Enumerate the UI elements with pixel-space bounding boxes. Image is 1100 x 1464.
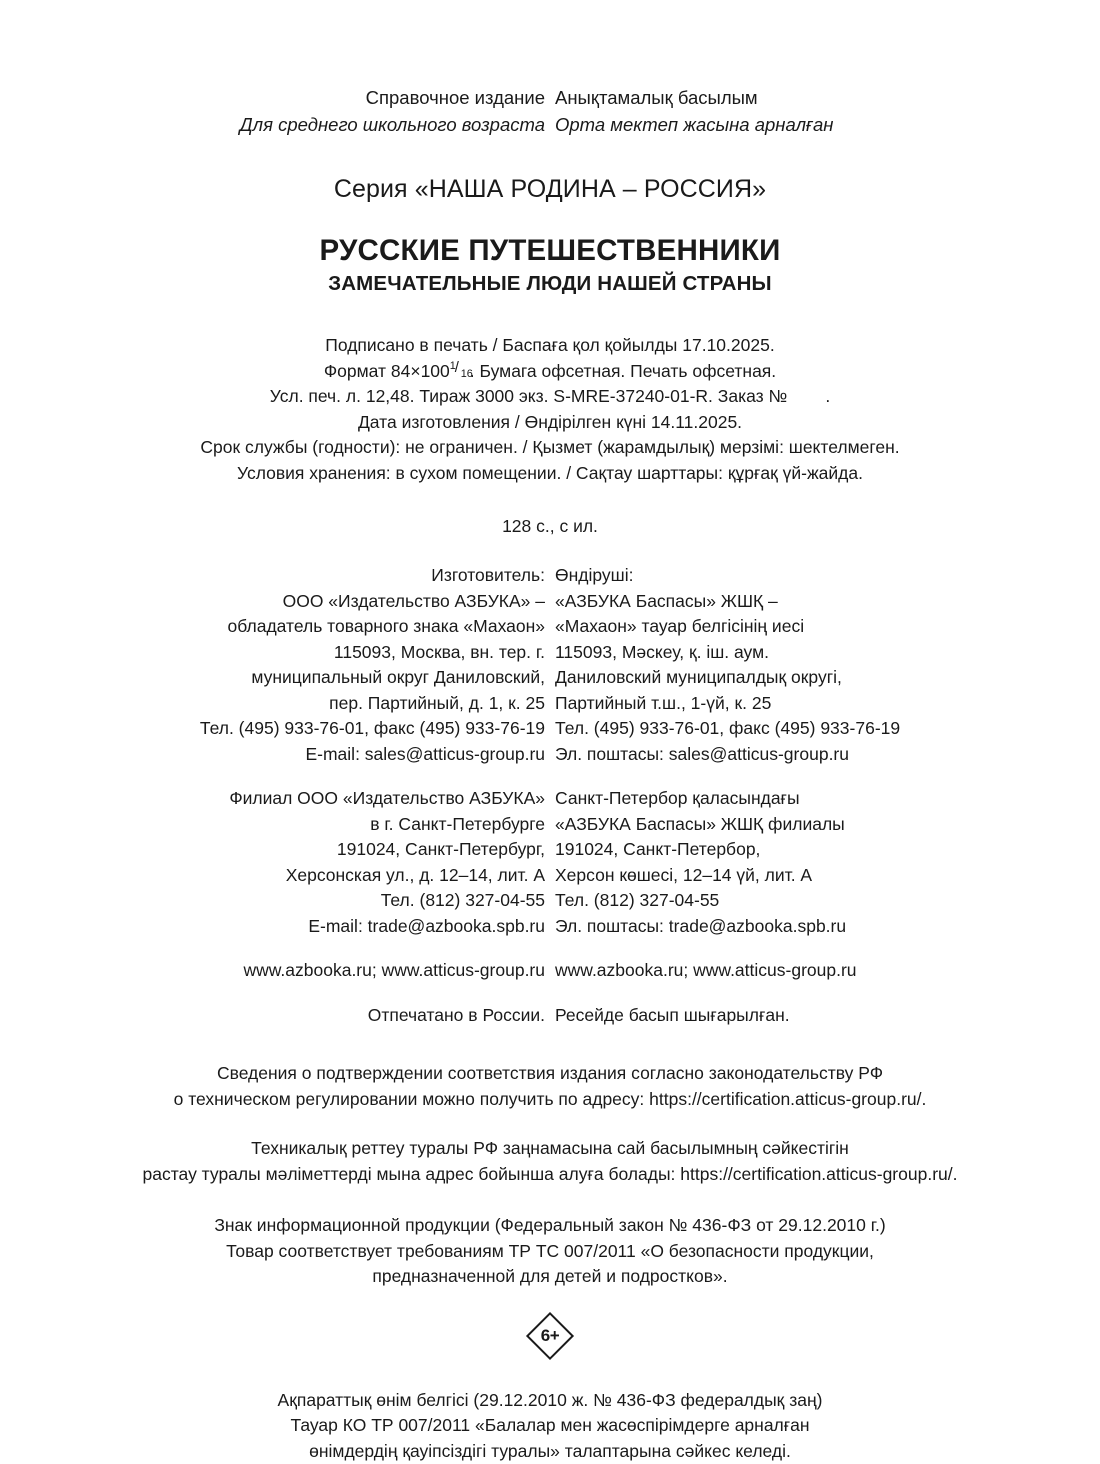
format-fraction — [450, 359, 470, 377]
publisher-details — [0, 563, 1100, 1028]
website-link-ru[interactable]: www.azbooka.ru; www.atticus-group.ru — [160, 958, 545, 984]
age-marking-ru-line1: Знак информационной продукции (Федеральный закон № 436-ФЗ от 29.12.2010 г.) — [0, 1213, 1100, 1239]
manufacturer-kz-2: «Махаон» тауар белгісінің иесі — [555, 614, 940, 640]
branch-kz-3: Херсон көшесі, 12–14 үй, лит. А — [555, 863, 940, 889]
printed-in-block — [0, 1003, 1100, 1029]
manufacturer-phone-ru: Тел. (495) 933-76-01, факс (495) 933-76-19 — [160, 716, 545, 742]
branch-ru-3: Херсонская ул., д. 12–14, лит. А — [160, 863, 545, 889]
format-suffix: . Бумага офсетная. Печать офсетная. — [470, 361, 776, 381]
age-audience-ru: Для среднего школьного возраста — [160, 111, 545, 138]
branch-ru-1: в г. Санкт-Петербурге — [160, 812, 545, 838]
series-title: Серия «НАША РОДИНА – РОССИЯ» — [0, 173, 1100, 205]
age-marking-kz-line3: өнімдердің қауіпсіздігі туралы» талаптарына сәйкес келеді. — [0, 1439, 1100, 1464]
printed-in-kz: Ресейде басып шығарылған. — [555, 1003, 940, 1029]
branch-phone-ru: Тел. (812) 327-04-55 — [160, 888, 545, 914]
imprint-manufacture-date: Дата изготовления / Өндірілген күні 14.11.2025. — [0, 410, 1100, 436]
manufacturer-phone-kz: Тел. (495) 933-76-01, факс (495) 933-76-19 — [555, 716, 940, 742]
format-prefix: Формат 84×100 — [324, 361, 450, 381]
book-title: РУССКИЕ ПУТЕШЕСТВЕННИКИ — [0, 233, 1100, 269]
branch-phone-kz: Тел. (812) 327-04-55 — [555, 888, 940, 914]
age-marking-ru-line2: Товар соответствует требованиям ТР ТС 007/2011 «О безопасности продукции, — [0, 1239, 1100, 1265]
manufacturer-block — [0, 563, 1100, 767]
certification-notice-ru — [0, 1061, 1100, 1112]
printed-in-ru: Отпечатано в России. — [160, 1003, 545, 1029]
manufacturer-kz-5: Партийный т.ш., 1-үй, к. 25 — [555, 691, 940, 717]
age-audience-kz: Орта мектеп жасына арналған — [555, 111, 940, 138]
branch-ru-2: 191024, Санкт-Петербург, — [160, 837, 545, 863]
page-count: 128 с., с ил. — [0, 514, 1100, 539]
manufacturer-email-kz[interactable]: Эл. поштасы: sales@atticus-group.ru — [555, 742, 940, 768]
edition-type-header — [0, 0, 1100, 138]
certification-kz-line1: Техникалық реттеу туралы РФ заңнамасына сай басылымның сәйкестігін — [0, 1136, 1100, 1162]
branch-kz-0: Санкт-Петербор қаласындағы — [555, 786, 940, 812]
manufacturer-ru-2: обладатель товарного знака «Махаон» — [160, 614, 545, 640]
format-slash: / — [455, 356, 459, 382]
branch-kz-1: «АЗБУКА Баспасы» ЖШҚ филиалы — [555, 812, 940, 838]
certification-ru-line2: о техническом регулировании можно получить по адресу: https://certification.atticus-group.ru/. — [0, 1087, 1100, 1113]
imprint-format-line — [0, 359, 1100, 385]
manufacturer-ru-3: 115093, Москва, вн. тер. г. — [160, 640, 545, 666]
websites-block — [0, 958, 1100, 984]
print-run-period: . — [825, 386, 830, 406]
certification-ru-line1: Сведения о подтверждении соответствия издания согласно законодательству РФ — [0, 1061, 1100, 1087]
edition-type-ru: Справочное издание — [160, 84, 545, 111]
manufacturer-ru-4: муниципальный округ Даниловский, — [160, 665, 545, 691]
print-run-text: Усл. печ. л. 12,48. Тираж 3000 экз. S-MRE-37240-01-R. Заказ № — [270, 386, 788, 406]
imprint-signed-line: Подписано в печать / Баспаға қол қойылды 17.10.2025. — [0, 333, 1100, 359]
certification-kz-line2: растау туралы мәліметтерді мына адрес бойынша алуға болады: https://certification.atticus-group.ru/. — [0, 1162, 1100, 1188]
age-rating-badge — [526, 1312, 574, 1360]
format-numerator: 1 — [450, 354, 456, 380]
manufacturer-kz-3: 115093, Мәскеу, қ. іш. аум. — [555, 640, 940, 666]
age-rating-label: 6+ — [526, 1312, 574, 1360]
manufacturer-ru-1: ООО «Издательство АЗБУКА» – — [160, 589, 545, 615]
website-link-kz[interactable]: www.azbooka.ru; www.atticus-group.ru — [555, 958, 940, 984]
age-marking-notice-ru — [0, 1213, 1100, 1290]
branch-ru-0: Филиал ООО «Издательство АЗБУКА» — [160, 786, 545, 812]
age-marking-ru-line3: предназначенной для детей и подростков». — [0, 1264, 1100, 1290]
imprint-block — [0, 333, 1100, 486]
branch-email-kz[interactable]: Эл. поштасы: trade@azbooka.spb.ru — [555, 914, 940, 940]
branch-block — [0, 786, 1100, 939]
age-marking-notice-kz — [0, 1388, 1100, 1464]
manufacturer-kz-0: Өндіруші: — [555, 563, 940, 589]
book-subtitle: ЗАМЕЧАТЕЛЬНЫЕ ЛЮДИ НАШЕЙ СТРАНЫ — [0, 271, 1100, 297]
age-marking-kz-line2: Тауар КО ТР 007/2011 «Балалар мен жасөспірімдерге арналған — [0, 1413, 1100, 1439]
manufacturer-email-ru[interactable]: E-mail: sales@atticus-group.ru — [160, 742, 545, 768]
imprint-service-life: Срок службы (годности): не ограничен. / Қызмет (жарамдылық) мерзімі: шектелмеген. — [0, 435, 1100, 461]
branch-kz-2: 191024, Санкт-Петербор, — [555, 837, 940, 863]
imprint-print-run-line — [0, 384, 1100, 410]
manufacturer-kz-1: «АЗБУКА Баспасы» ЖШҚ – — [555, 589, 940, 615]
edition-type-kz: Анықтамалық басылым — [555, 84, 940, 111]
manufacturer-ru-0: Изготовитель: — [160, 563, 545, 589]
imprint-storage-conditions: Условия хранения: в сухом помещении. / Сақтау шарттары: құрғақ үй-жайда. — [0, 461, 1100, 487]
age-marking-kz-line1: Ақпараттық өнім белгісі (29.12.2010 ж. № 436-ФЗ федералдық заң) — [0, 1388, 1100, 1414]
certification-notice-kz — [0, 1136, 1100, 1187]
format-denominator: 16 — [461, 362, 473, 388]
manufacturer-kz-4: Даниловский муниципалдық округі, — [555, 665, 940, 691]
manufacturer-ru-5: пер. Партийный, д. 1, к. 25 — [160, 691, 545, 717]
branch-email-ru[interactable]: E-mail: trade@azbooka.spb.ru — [160, 914, 545, 940]
age-rating-badge-wrap — [0, 1312, 1100, 1360]
